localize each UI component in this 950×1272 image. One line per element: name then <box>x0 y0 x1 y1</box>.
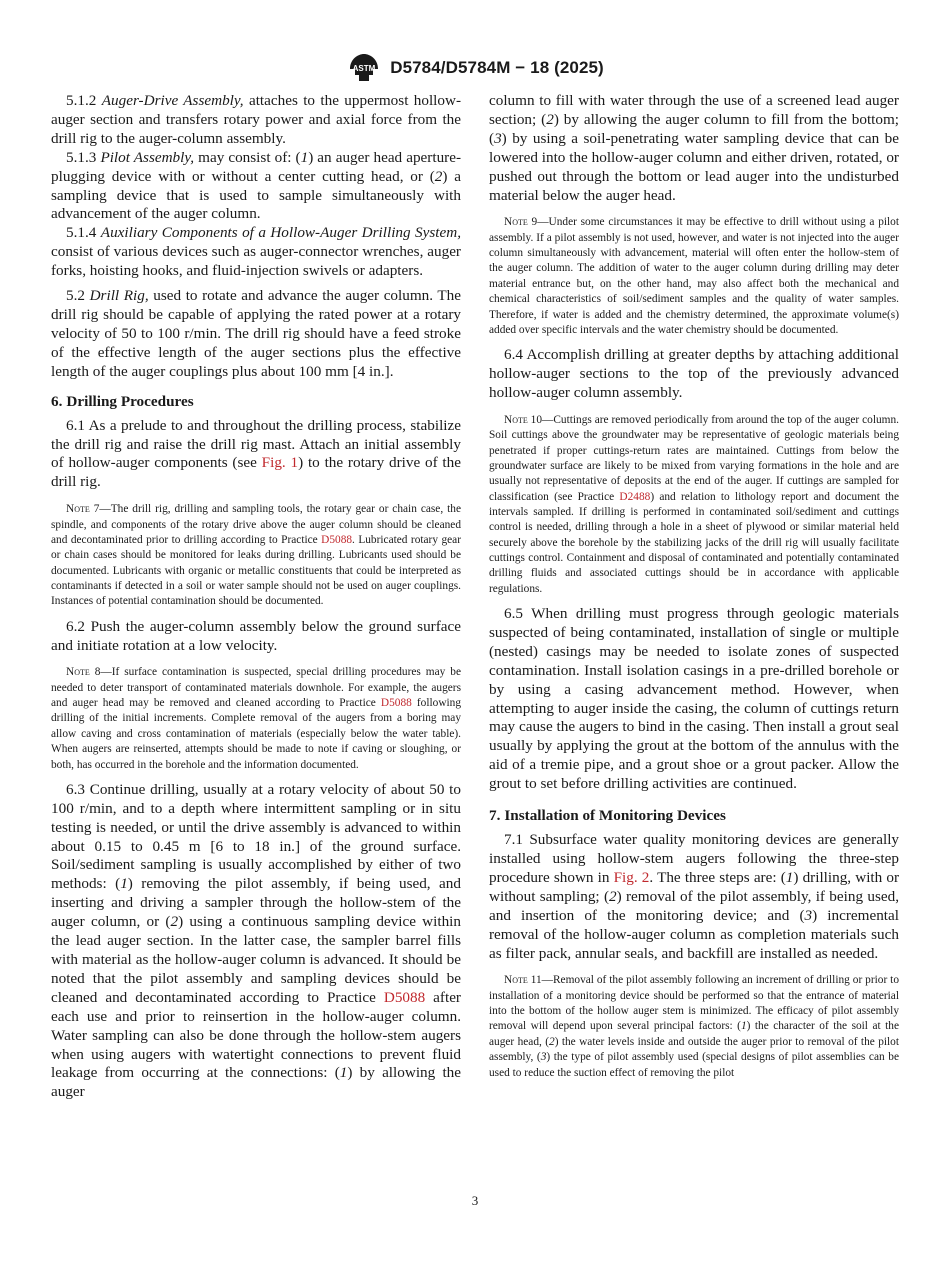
page-number: 3 <box>471 1193 479 1208</box>
fig-1-link[interactable]: Fig. 1 <box>261 454 299 472</box>
section-6-3-continued: column to fill with water through the use of a screened lead auger section; (2) by allowing the auger column to fill from the bottom; (3) by using a soil-penetrating water sampling device that can be lowered into the hollow-auger column and either driven, rotated, or pushed out through the bottom or lead auger into the undisturbed material below the auger head. <box>489 92 900 204</box>
section-5-1-4: 5.1.4 Auxiliary Components of a Hollow-Auger Drilling System, consist of various devices such as auger-connector wrenches, auger forks, hoisting hooks, and fluid-injection swivels or adapters. <box>51 224 461 280</box>
section-6-2: 6.2 Push the auger-column assembly below the ground surface and initiate rotation at a low velocity. <box>51 617 462 654</box>
left-column <box>51 92 461 1102</box>
section-7-1: 7.1 Subsurface water quality monitoring devices are generally installed using hollow-stem augers following the three-step procedure shown in Fig. 2. The three steps are: (1) drilling, with or without sampling; (2) removal of the pilot assembly, if being used, and insertion of the monitoring device; and (3) incremental removal of the hollow-auger column as completion materials such as filter pack, annular seals, and backfill are installed as needed. <box>489 831 900 962</box>
section-5-2: 5.2 Drill Rig, used to rotate and advance the auger column. The drill rig should be capable of applying the rated power at a rotary velocity of 50 to 100 r/min. The drill rig should have a feed stroke of the effective length of the auger sections plus the effective length of the auger couplings plus about 100 mm [4 in.]. <box>51 287 461 380</box>
section-7-heading: 7. Installation of Monitoring Devices <box>489 807 726 825</box>
section-6-1: 6.1 As a prelude to and throughout the drilling process, stabilize the drill rig and raise the drill rig mast. Attach an initial assembly of hollow-auger components (see Fig. 1) to the rotary drive of the drill rig. <box>51 416 461 491</box>
fig-2-link[interactable]: Fig. 2 <box>613 868 650 886</box>
section-5-1-2: 5.1.2 Auger-Drive Assembly, attaches to the uppermost hollow-auger section and transfers rotary power and axial force from the drill rig to the auger-column assembly. <box>51 92 462 147</box>
d5088-link[interactable]: D5088 <box>380 697 412 710</box>
page-header <box>0 52 950 89</box>
section-6-4: 6.4 Accomplish drilling at greater depths by attaching additional hollow-auger sections to the top of the previously advanced hollow-auger column assembly. <box>489 346 899 401</box>
d5088-link[interactable]: D5088 <box>383 988 426 1006</box>
d5088-link[interactable]: D5088 <box>321 533 353 546</box>
d2488-link[interactable]: D2488 <box>619 490 651 503</box>
section-5-1-3: 5.1.3 Pilot Assembly, may consist of: (1) an auger head aperture-plugging device with or without a center cutting head, or (2) a sampling device that is used to sample simultaneously with advancement of the auger column. <box>51 148 462 223</box>
note-7: Note 7—The drill rig, drilling and sampling tools, the rotary gear or chain case, the spindle, and components of the rotary drive above the auger column should be cleaned and decontaminated prior to drilling according to Practice D5088. Lubricated rotary gear or chain cases should be monitored for leaks during drilling. Lubricants used should be documented. Lubricants with organic or metallic constituents that could be interpreted as contaminants if detected in a soil or water sample should not be used on auger couplings. Instances of potential contamination should be documented. <box>51 503 461 608</box>
note-11: Note 11—Removal of the pilot assembly following an increment of drilling or prior to installation of a monitoring device should be performed so that the entrance of material into the bottom of the hollow auger stem is minimized. The efficacy of pilot assembly removal will depend upon several principal factors: (1) the character of the soil at the auger head, (2) the water levels inside and outside the auger prior to removal of the pilot assembly, (3) the type of pilot assembly used (special designs of pilot assemblies can be used to reduce the suction effect of removing the pilot <box>489 974 899 1079</box>
note-10: Note 10—Cuttings are removed periodically from around the top of the auger column. Soil cuttings above the groundwater may be representative of geologic materials being penetrated if proper cuttings-return rates are maintained. Cuttings from below the groundwater surface are likely to be mixed from varying formations in the hole and are usually not representative of deposits at the end of the auger. If cuttings are sampled for classification (see Practice D2488) and relation to lithology report and document the intervals sampled. If drilling is performed in contaminated soil/sediment and cuttings control is needed, drilling through a hole in a sheet of plywood or similar material held securely above the borehole by the stabilizing jacks of the drill rig will usually facilitate cuttings control. Containment and disposal of contaminated and potentially contaminated drilling fluids and associated cuttings should be in accordance with applicable regulations. <box>489 413 899 595</box>
section-6-3: 6.3 Continue drilling, usually at a rotary velocity of about 50 to 100 r/min, and to a depth where intermittent sampling or in situ testing is needed, or until the drive assembly is advanced to within about 0.15 to 0.45 m [6 to 18 in.] of the ground surface. Soil/sediment sampling is usually accomplished by either of two methods: (1) removing the pilot assembly, if being used, and inserting and driving a sampler through the hollow-stem of the auger column, or (2) using a continuous sampling device within the lead auger section. In the latter case, the sampler barrel fills with material as the hollow-auger column is advanced. It should be noted that the pilot assembly and sampling devices should be cleaned and decontaminated according to Practice D5088 after each use and prior to reinsertion in the hollow-auger column. Water sampling can also be done through the hollow-stem augers when using augers with watertight connections to prevent fluid leakage from occurring at the connections: (1) by allowing the auger <box>51 780 462 1101</box>
note-9: Note 9—Under some circumstances it may be effective to drill without using a pilot assembly. If a pilot assembly is not used, however, and water is not injected into the auger column simultaneously with advancement, material will often enter the hollow-stem of the auger column. The addition of water to the auger column during drilling may deter material entrance but, on the other hand, may also affect both the mechanical and chemical characteristics of soil/sediment samples and the quality of water samples. Therefore, if water is added and the chemistry determined, the approximate volume(s) added over specific intervals and the water chemistry should be documented. <box>489 216 899 336</box>
document-designation: D5784/D5784M − 18 (2025) <box>390 58 604 77</box>
section-6-heading: 6. Drilling Procedures <box>51 392 194 410</box>
astm-logo-icon <box>346 52 382 84</box>
section-6-5: 6.5 When drilling must progress through geologic materials suspected of being contaminated, installation of single or multiple (nested) casings may be needed to isolate zones of suspected contamination. Install isolation casings in a pre-drilled borehole or by using a casing advancement method. However, when attempting to auger inside the casing, the column of cuttings return may cause the augers to bind in the casing. Then install a grout seal usually by applying the grout at the bottom of the annulus with the aid of a tremie pipe, and a grout shoe or a grout packer. Allow the grout to set before drilling activities are continued. <box>489 605 899 793</box>
note-8: Note 8—If surface contamination is suspected, special drilling procedures may be needed to deter transport of contaminated materials downhole. For example, the augers and auger head may be removed and cleaned according to Practice D5088 following drilling of the initial increments. Complete removal of the augers from a boring may allow caving and cross contamination of materials (especially below the water table). When augers are reinserted, attempts should be made to note if caving or sloughing, or both, has occurred in the borehole and the information documented. <box>51 666 462 771</box>
logo-text: ASTM <box>352 64 376 73</box>
right-column <box>489 92 899 1089</box>
